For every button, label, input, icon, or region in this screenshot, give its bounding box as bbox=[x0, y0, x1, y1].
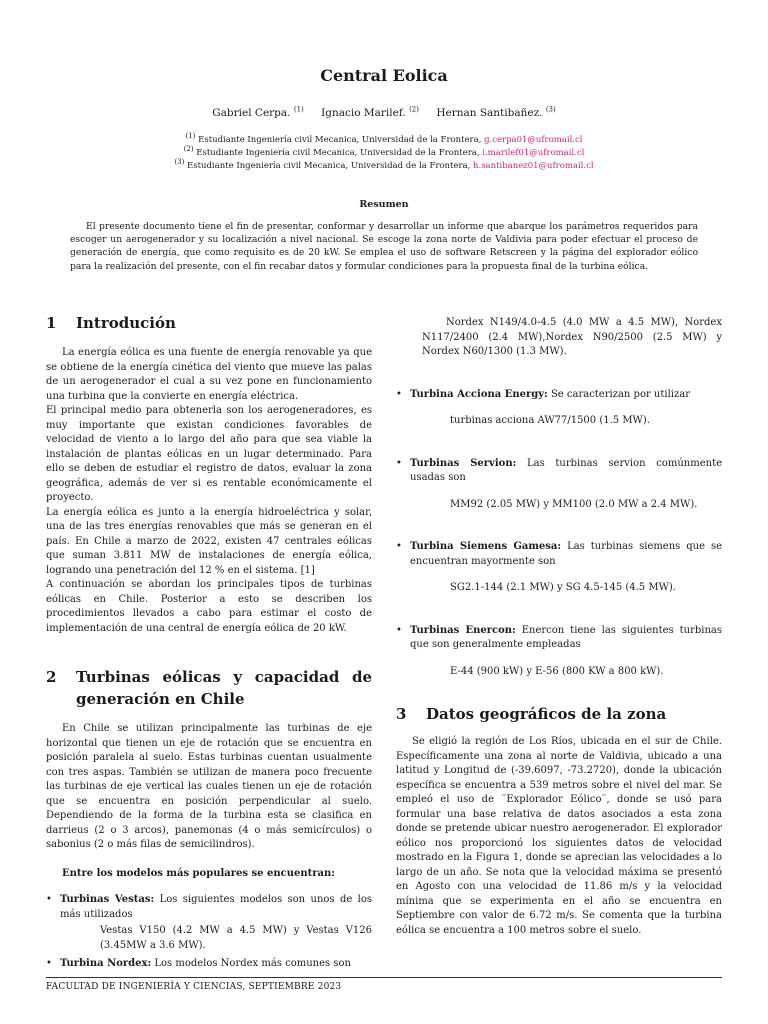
paragraph: Se eligió la región de Los Ríos, ubicada en el sur de Chile. Específicamente una zona al norte de Valdivia, ubicado a una latitud y Longitud de (-39.6097, -73.2720), donde la ubicación específica se encuentra a 539 metros sobre el nivel del mar. Se empleó el uso de ¨Explorador Eólico¨, donde se usó para formular una base relativa de datos asociados a esta zona donde se pretende ubicar nuestro aerogenerador. El explorador eólico nos proporcionó los siguientes datos de velocidad mostrado en la Figura 1, donde se aprecian las velocidades a lo largo de un año. Se nota que la velocidad máxima se presentó en Agosto con una velocidad de 11.86 m/s y la velocidad mínima que se experimenta en el año se encuentra en Septiembre con valor de 6.72 m/s. Se comenta que la turbina eólica se encuentra a 100 metros sobre el suelo. bbox=[396, 736, 722, 936]
list-item: • Turbina Nordex: Los modelos Nordex más comunes son bbox=[46, 957, 372, 972]
list-item: • Turbina Siemens Gamesa: Las turbinas siemens que se encuentran mayormente son SG2.1-144 (2.1 MW) y SG 4.5-145 (4.5 MW). bbox=[396, 540, 722, 596]
section-2-heading: 2 Turbinas eólicas y capacidad de generación en Chile bbox=[46, 668, 372, 708]
right-column bbox=[396, 316, 722, 938]
paragraph: A continuación se abordan los principales tipos de turbinas eólicas en Chile. Posterior a esto se describen los procedimientos llevados a cabo para estimar el costo de implementación de una central de energía eólica de 20 kW. bbox=[46, 579, 372, 634]
email-link[interactable]: g.cerpa01@ufromail.cl bbox=[484, 135, 583, 145]
affiliation-1: $^{(1)}$ Estudiante Ingeniería civil Mecanica, Universidad de la Frontera, g.cerpa01@ufromail.cl bbox=[185, 132, 583, 145]
affiliation-3: $^{(3)}$ Estudiante Ingeniería civil Mecanica, Universidad de la Frontera, h.santibanez01@ufromail.cl bbox=[174, 158, 594, 171]
paper-title: Central Eolica bbox=[320, 66, 448, 85]
list-item: • Turbinas Enercon: Enercon tiene las siguientes turbinas que son generalmente empleadas E-44 (900 kW) y E-56 (800 KW a 800 kW). bbox=[396, 624, 722, 680]
author-3: Hernan Santibañez. $^{(3)}$ bbox=[436, 105, 556, 119]
turbine-list-continued bbox=[396, 388, 722, 680]
abstract-text: El presente documento tiene el fin de presentar, conformar y desarrollar un informe que abarque los parámetros requeridos para escoger un aerogenerador y su localización a nivel nacional. Se escoge la zona norte de Valdivia para poder efectuar el proceso de generación de energía, que como requisito es de 20 kW. Se emplea el uso de software Retscreen y la página del explorador eólico para la realización del presente, con el fin recabar datos y formular condiciones para la propuesta final de la turbina eólica. bbox=[70, 221, 698, 272]
section-1-heading: 1 Introdución bbox=[46, 314, 176, 332]
author-2: Ignacio Marilef. $^{(2)}$ bbox=[321, 105, 419, 119]
turbine-list bbox=[46, 893, 372, 972]
page-footer: FACULTAD DE INGENIERÍA Y CIENCIAS, SEPTIEMBRE 2023 bbox=[46, 982, 342, 992]
section-3-heading: 3 Datos geográficos de la zona bbox=[396, 705, 667, 723]
models-heading: Entre los modelos más populares se encuentran: bbox=[62, 867, 335, 879]
author-list bbox=[0, 107, 768, 119]
author-1: Gabriel Cerpa. $^{(1)}$ bbox=[212, 105, 304, 119]
nordex-models: Nordex N149/4.0-4.5 (4.0 MW a 4.5 MW), Nordex N117/2400 (2.4 MW),Nordex N90/2500 (2.5 MW) y Nordex N60/1300 (1.3 MW). bbox=[422, 317, 722, 357]
paragraph: La energía eólica es junto a la energía hidroeléctrica y solar, una de las tres energías renovables que más se generan en el país. En Chile a marzo de 2022, existen 47 centrales eólicas que suman 3.811 MW de instalaciones de energía eólica, logrando una penetración del 12 % en el sistema. [1] bbox=[46, 506, 372, 576]
left-column bbox=[46, 312, 372, 972]
list-item: • Turbinas Vestas: Los siguientes modelos son unos de los más utilizados Vestas V150 (4.2 MW a 4.5 MW) y Vestas V126 (3.45MW a 3.6 MW). bbox=[46, 893, 372, 953]
email-link[interactable]: h.santibanez01@ufromail.cl bbox=[473, 161, 594, 171]
email-link[interactable]: i.marilef01@ufromail.cl bbox=[482, 148, 585, 158]
affiliations bbox=[0, 134, 768, 173]
list-item: • Turbinas Servion: Las turbinas servion comúnmente usadas son MM92 (2.05 MW) y MM100 (2.0 MW a 2.4 MW). bbox=[396, 457, 722, 513]
paragraph: El principal medio para obtenerla son los aerogeneradores, es muy importante que existan condiciones favorables de velocidad de viento a lo largo del año para que sea viable la instalación de plantas eólicas en un lugar determinado. Para ello se deben de estudiar el registro de datos, evaluar la zona geográfica, además de ver si es rentable económicamente el proyecto. bbox=[46, 405, 372, 503]
abstract-heading: Resumen bbox=[359, 199, 409, 210]
affiliation-2: $^{(2)}$ Estudiante Ingeniería civil Mecanica, Universidad de la Frontera, i.marilef01@ufromail.cl bbox=[183, 145, 585, 158]
paragraph: En Chile se utilizan principalmente las turbinas de eje horizontal que tienen un eje de rotación que se encuentra en posición paralela al suelo. Estas turbinas cuentan usualmente con tres aspas. También se utilizan de manera poco frecuente las turbinas de eje vertical las cuales tienen un eje de rotación que se encuentra en posición perpendicular al suelo. Dependiendo de la forma de la turbina esta se clasifica en darrieus (2 o 3 arcos), panemonas (4 o más semicírculos) o sabonius (2 o más filas de semicilindros). bbox=[46, 723, 372, 850]
list-item: • Turbina Acciona Energy: Se caracterizan por utilizar turbinas acciona AW77/1500 (1.5 MW). bbox=[396, 388, 722, 429]
footer-divider bbox=[46, 977, 722, 978]
paragraph: La energía eólica es una fuente de energía renovable ya que se obtiene de la energía cinética del viento que mueve las palas de un aerogenerador el cual a su vez pone en funcionamiento una turbina que la convierte en energía eléctrica. bbox=[46, 347, 372, 402]
